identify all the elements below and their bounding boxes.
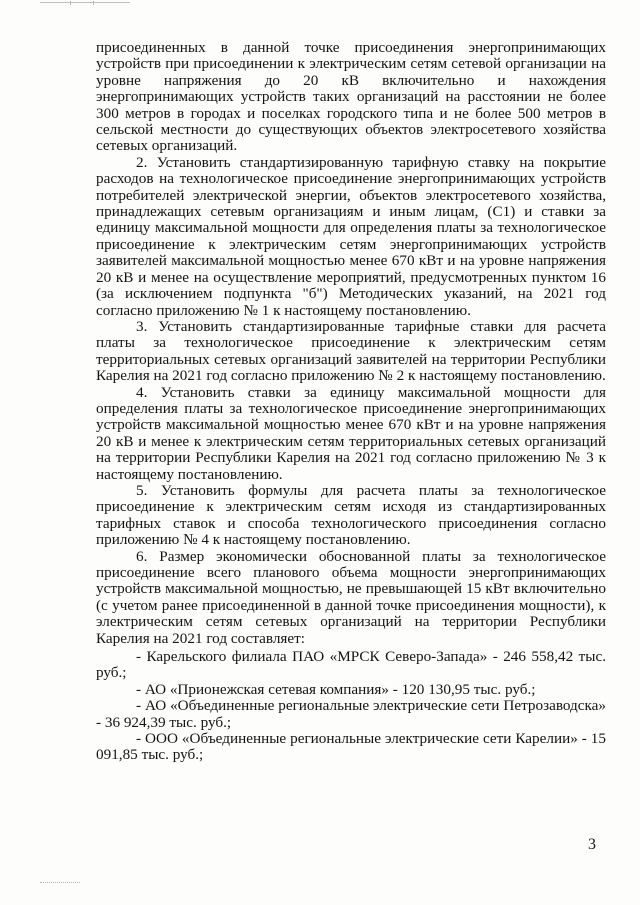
paragraph-item-3: 3. Установить стандартизированные тарифные ставки для расчета платы за технологическое присоединение к электрическим сетям территориальных сетевых организаций заявителей на территории Республики Карелия на 2021 год согласно приложению № 2 к настоящему постановлению.: [96, 317, 606, 385]
scan-artifact: [40, 2, 130, 6]
paragraph-item-6: 6. Размер экономически обоснованной платы за технологическое присоединение всего планового объема мощности энергопринимающих устройств максимальной мощностью, не превышающей 15 кВт включительно (с учетом ранее присоединенной в данной точке присоединения мощности), к электрическим сетям сетевых организаций на территории Республики Карелия на 2021 год составляет:: [96, 547, 606, 647]
list-item: - АО «Объединенные региональные электрические сети Петрозаводска» - 36 924,39 тыс. руб.;: [96, 697, 606, 731]
document-body: [96, 40, 606, 764]
list-item: - АО «Прионежская сетевая компания» - 120 130,95 тыс. руб.;: [136, 680, 536, 698]
scan-artifact: [40, 882, 80, 885]
list-item: - ООО «Объединенные региональные электрические сети Карелии» - 15 091,85 тыс. руб.;: [96, 730, 606, 764]
paragraph-item-4: 4. Установить ставки за единицу максимальной мощности для определения платы за технологическое присоединение энергопринимающих устройств максимальной мощностью менее 670 кВт и на уровне напряжения 20 кВ и менее к электрическим сетям территориальных сетевых организаций на территории Республики Карелия на 2021 год согласно приложению № 3 к настоящему постановлению.: [96, 383, 606, 483]
paragraph-item-2: 2. Установить стандартизированную тарифную ставку на покрытие расходов на технологическое присоединение энергопринимающих устройств потребителей электрической энергии, объектов электросетевого хозяйства, принадлежащих сетевым организациям и иным лицам, (C1) и ставки за единицу максимальной мощности для определения платы за технологическое присоединение к электрическим сетям энергопринимающих устройств заявителей максимальной мощностью менее 670 кВт и на уровне напряжения 20 кВ и менее на осуществление мероприятий, предусмотренных пунктом 16 (за исключением подпункта "б") Методических указаний, на 2021 год согласно приложению № 1 к настоящему постановлению.: [96, 153, 606, 319]
paragraph-continuation: присоединенных в данной точке присоединения энергопринимающих устройств при присоединении к электрическим сетям сетевой организации на уровне напряжения до 20 кВ включительно и нахождения энергопринимающих устройств таких организаций на расстоянии не более 300 метров в городах и поселках городского типа и не более 500 метров в сельской местности до существующих объектов электросетевого хозяйства сетевых организаций.: [96, 39, 606, 155]
list-item: - Карельского филиала ПАО «МРСК Северо-Запада» - 246 558,42 тыс. руб.;: [96, 648, 606, 682]
paragraph-item-5: 5. Установить формулы для расчета платы за технологическое присоединение к электрическим сетям исходя из стандартизированных тарифных ставок и способа технологического присоединения согласно приложению № 4 к настоящему постановлению.: [96, 481, 606, 549]
page-number: 3: [588, 836, 596, 853]
